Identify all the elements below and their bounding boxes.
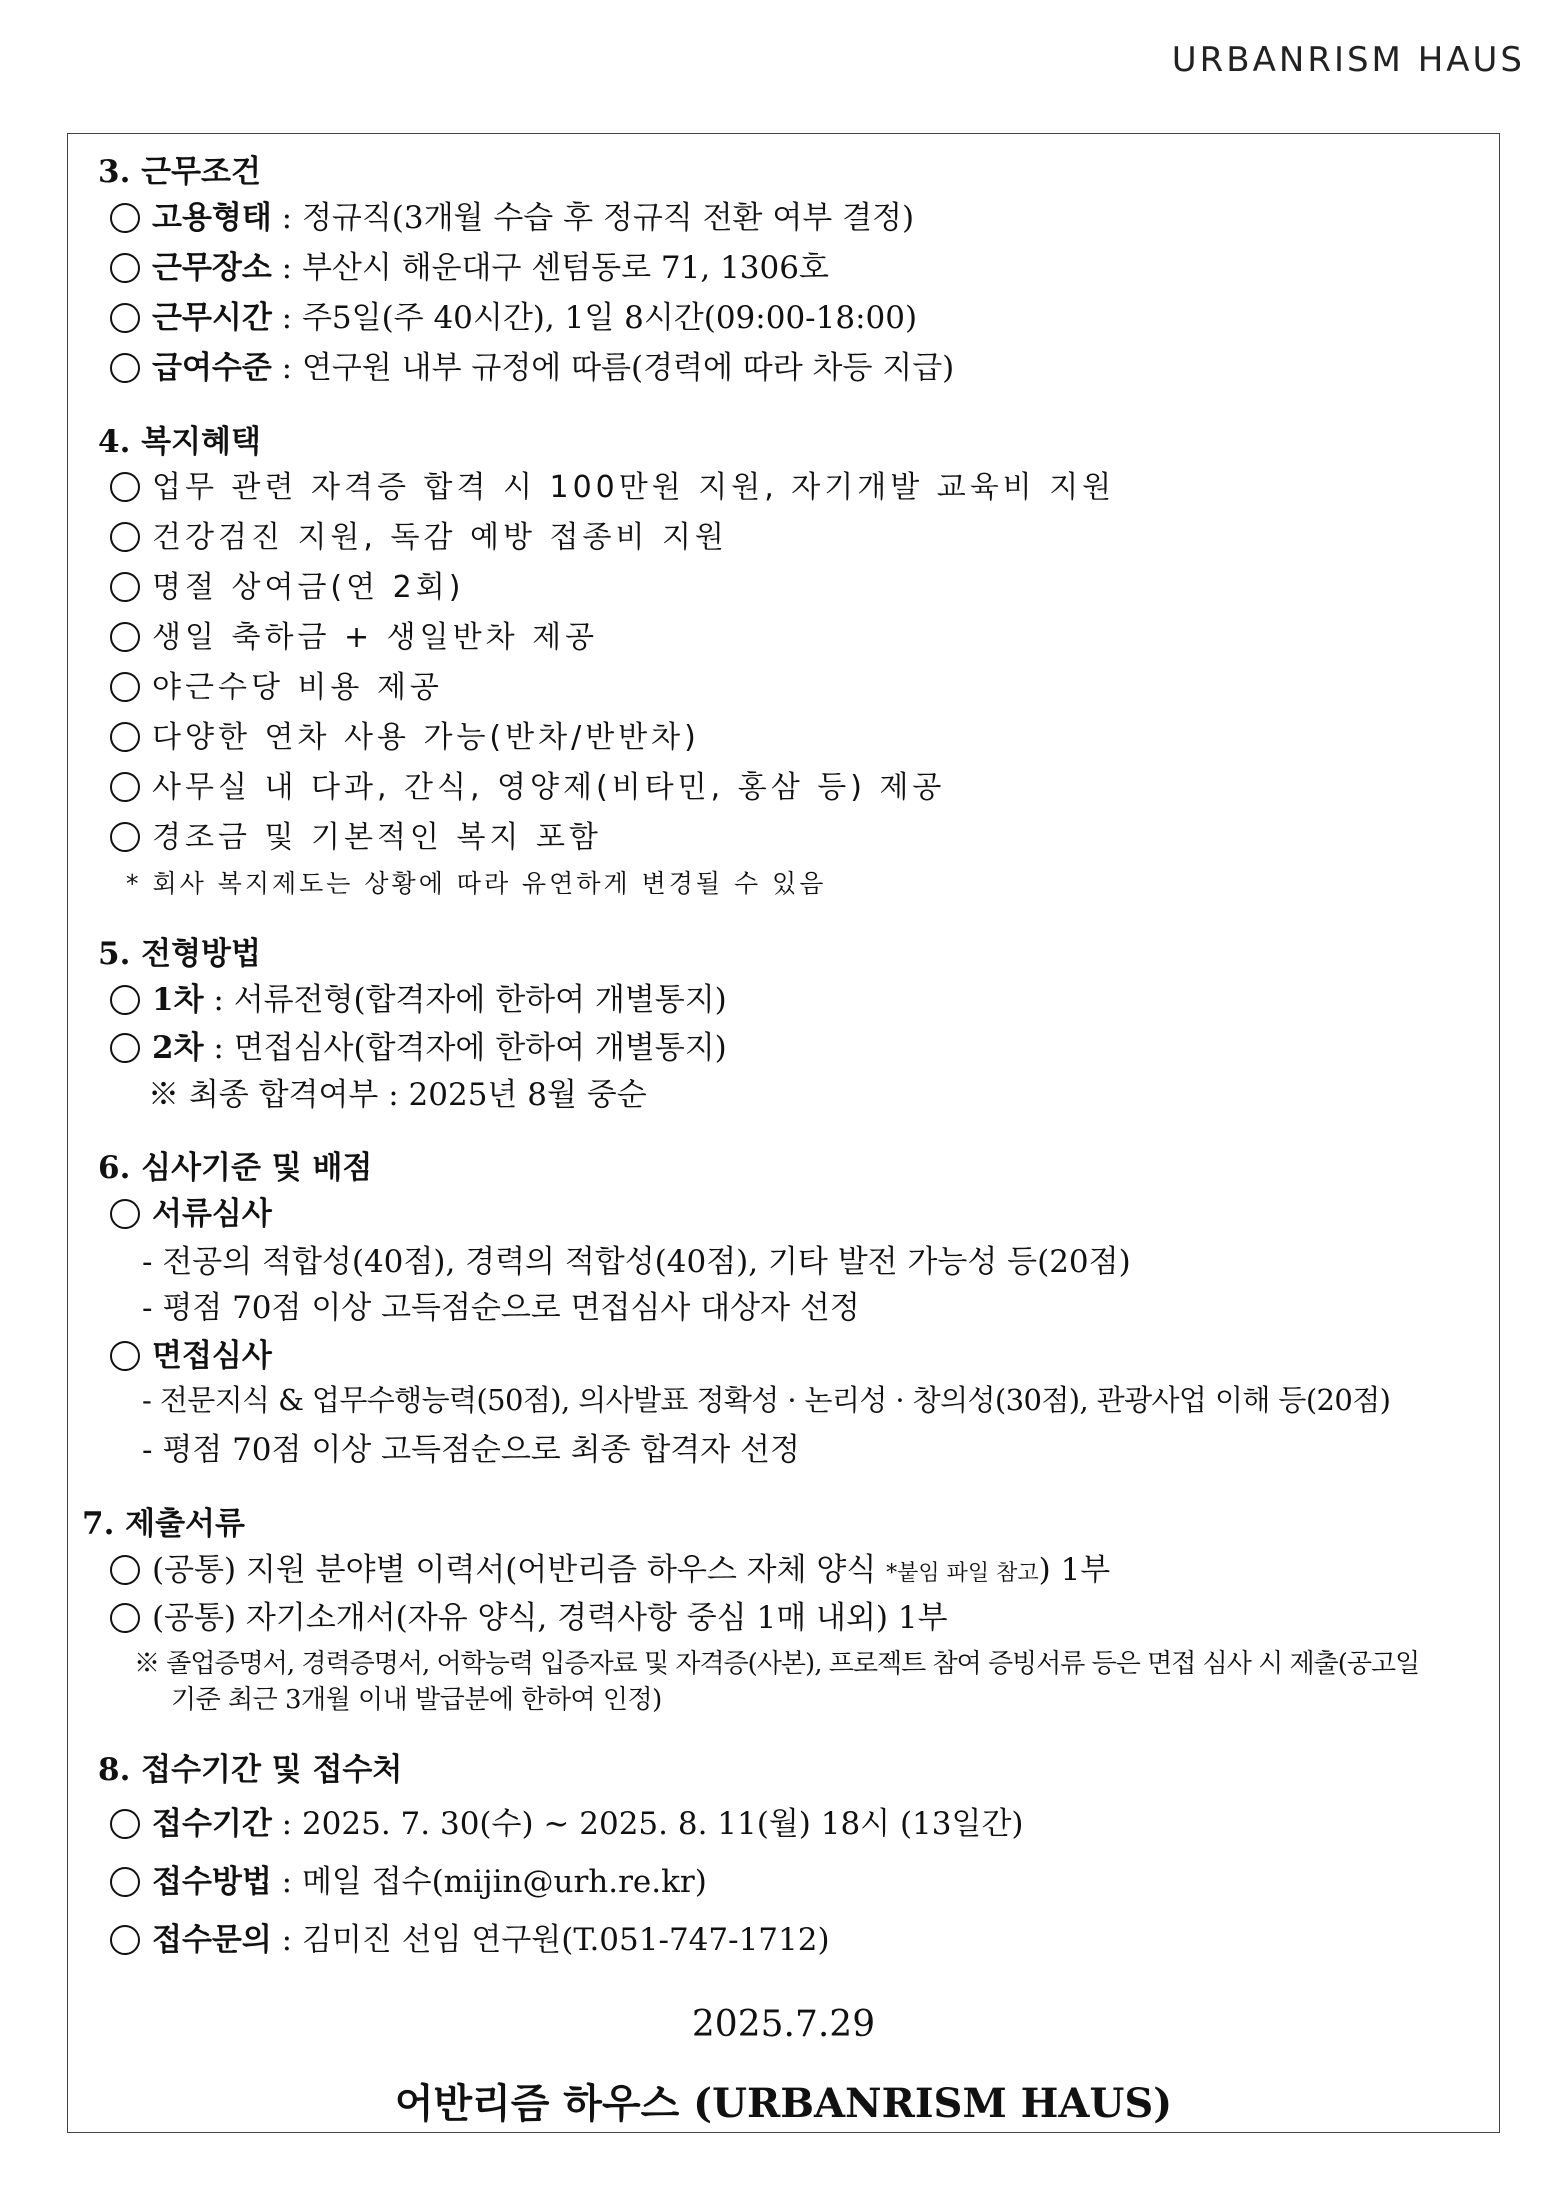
- section-8-title: 8. 접수기간 및 접수처: [98, 1752, 403, 1788]
- criteria-line: - 평점 70점 이상 고득점순으로 면접심사 대상자 선정: [142, 1290, 860, 1326]
- criteria-group-label: 서류심사: [110, 1188, 272, 1233]
- circle-bullet-icon: [110, 203, 140, 233]
- section-4-title: 4. 복지혜택: [98, 424, 261, 460]
- section-6-title: 6. 심사기준 및 배점: [98, 1150, 373, 1186]
- circle-bullet-icon: [110, 1199, 140, 1229]
- document-item: (공통) 자기소개서(자유 양식, 경력사항 중심 1매 내외) 1부: [110, 1592, 948, 1637]
- benefit-item: 명절 상여금(연 2회): [110, 562, 464, 606]
- benefit-item: 생일 축하금 + 생일반차 제공: [110, 612, 598, 656]
- brand-logo-text: URBANRISM HAUS: [1171, 40, 1525, 80]
- benefit-note: * 회사 복지제도는 상황에 따라 유연하게 변경될 수 있음: [126, 869, 827, 898]
- circle-bullet-icon: [110, 472, 140, 502]
- circle-bullet-icon: [110, 1867, 140, 1897]
- circle-bullet-icon: [110, 1033, 140, 1063]
- criteria-line: - 평점 70점 이상 고득점순으로 최종 합격자 선정: [142, 1432, 800, 1468]
- section-7-title: 7. 제출서류: [82, 1506, 245, 1542]
- section-3-title: 3. 근무조건: [98, 154, 261, 190]
- selection-step: 2차 : 면접심사(합격자에 한하여 개별통지): [110, 1022, 727, 1067]
- document-frame: [67, 133, 1500, 2133]
- document-note: ※ 졸업증명서, 경력증명서, 어학능력 입증자료 및 자격증(사본), 프로젝트 참여 증빙서류 등은 면접 심사 시 제출(공고일: [134, 1649, 1420, 1679]
- final-result-note: ※ 최종 합격여부 : 2025년 8월 중순: [148, 1077, 647, 1113]
- benefit-item: 사무실 내 다과, 간식, 영양제(비타민, 홍삼 등) 제공: [110, 762, 945, 806]
- application-item: 접수문의 : 김미진 선임 연구원(T.051-747-1712): [110, 1914, 830, 1959]
- circle-bullet-icon: [110, 722, 140, 752]
- circle-bullet-icon: [110, 1603, 140, 1633]
- section-5-title: 5. 전형방법: [98, 936, 261, 972]
- document-note: 기준 최근 3개월 이내 발급분에 한하여 인정): [171, 1685, 662, 1715]
- circle-bullet-icon: [110, 572, 140, 602]
- circle-bullet-icon: [110, 303, 140, 333]
- criteria-line: - 전공의 적합성(40점), 경력의 적합성(40점), 기타 발전 가능성 등(20점): [142, 1244, 1131, 1280]
- application-item: 접수방법 : 메일 접수(mijin@urh.re.kr): [110, 1856, 707, 1901]
- benefit-item: 업무 관련 자격증 합격 시 100만원 지원, 자기개발 교육비 지원: [110, 462, 1115, 506]
- organization-name: 어반리즘 하우스 (URBANRISM HAUS): [394, 2080, 1173, 2127]
- selection-step: 1차 : 서류전형(합격자에 한하여 개별통지): [110, 974, 727, 1019]
- circle-bullet-icon: [110, 253, 140, 283]
- circle-bullet-icon: [110, 985, 140, 1015]
- circle-bullet-icon: [110, 822, 140, 852]
- circle-bullet-icon: [110, 672, 140, 702]
- condition-item: 근무시간 : 주5일(주 40시간), 1일 8시간(09:00-18:00): [110, 292, 917, 337]
- condition-item: 근무장소 : 부산시 해운대구 센텀동로 71, 1306호: [110, 242, 829, 287]
- application-item: 접수기간 : 2025. 7. 30(수) ~ 2025. 8. 11(월) 18시 (13일간): [110, 1798, 1024, 1843]
- circle-bullet-icon: [110, 1809, 140, 1839]
- document-item: (공통) 지원 분야별 이력서(어반리즘 하우스 자체 양식 *붙임 파일 참고) 1부: [110, 1544, 1110, 1589]
- circle-bullet-icon: [110, 772, 140, 802]
- condition-item: 급여수준 : 연구원 내부 규정에 따름(경력에 따라 차등 지급): [110, 342, 954, 387]
- criteria-group-label: 면접심사: [110, 1330, 272, 1375]
- benefit-item: 경조금 및 기본적인 복지 포함: [110, 812, 602, 856]
- circle-bullet-icon: [110, 1555, 140, 1585]
- circle-bullet-icon: [110, 353, 140, 383]
- circle-bullet-icon: [110, 622, 140, 652]
- circle-bullet-icon: [110, 1925, 140, 1955]
- condition-item: 고용형태 : 정규직(3개월 수습 후 정규직 전환 여부 결정): [110, 192, 914, 237]
- circle-bullet-icon: [110, 522, 140, 552]
- benefit-item: 야근수당 비용 제공: [110, 662, 443, 706]
- circle-bullet-icon: [110, 1341, 140, 1371]
- announcement-date: 2025.7.29: [691, 2004, 876, 2045]
- criteria-line: - 전문지식 & 업무수행능력(50점), 의사발표 정확성 · 논리성 · 창의성(30점), 관광사업 이해 등(20점): [142, 1383, 1391, 1417]
- benefit-item: 다양한 연차 사용 가능(반차/반반차): [110, 712, 700, 756]
- benefit-item: 건강검진 지원, 독감 예방 접종비 지원: [110, 512, 728, 556]
